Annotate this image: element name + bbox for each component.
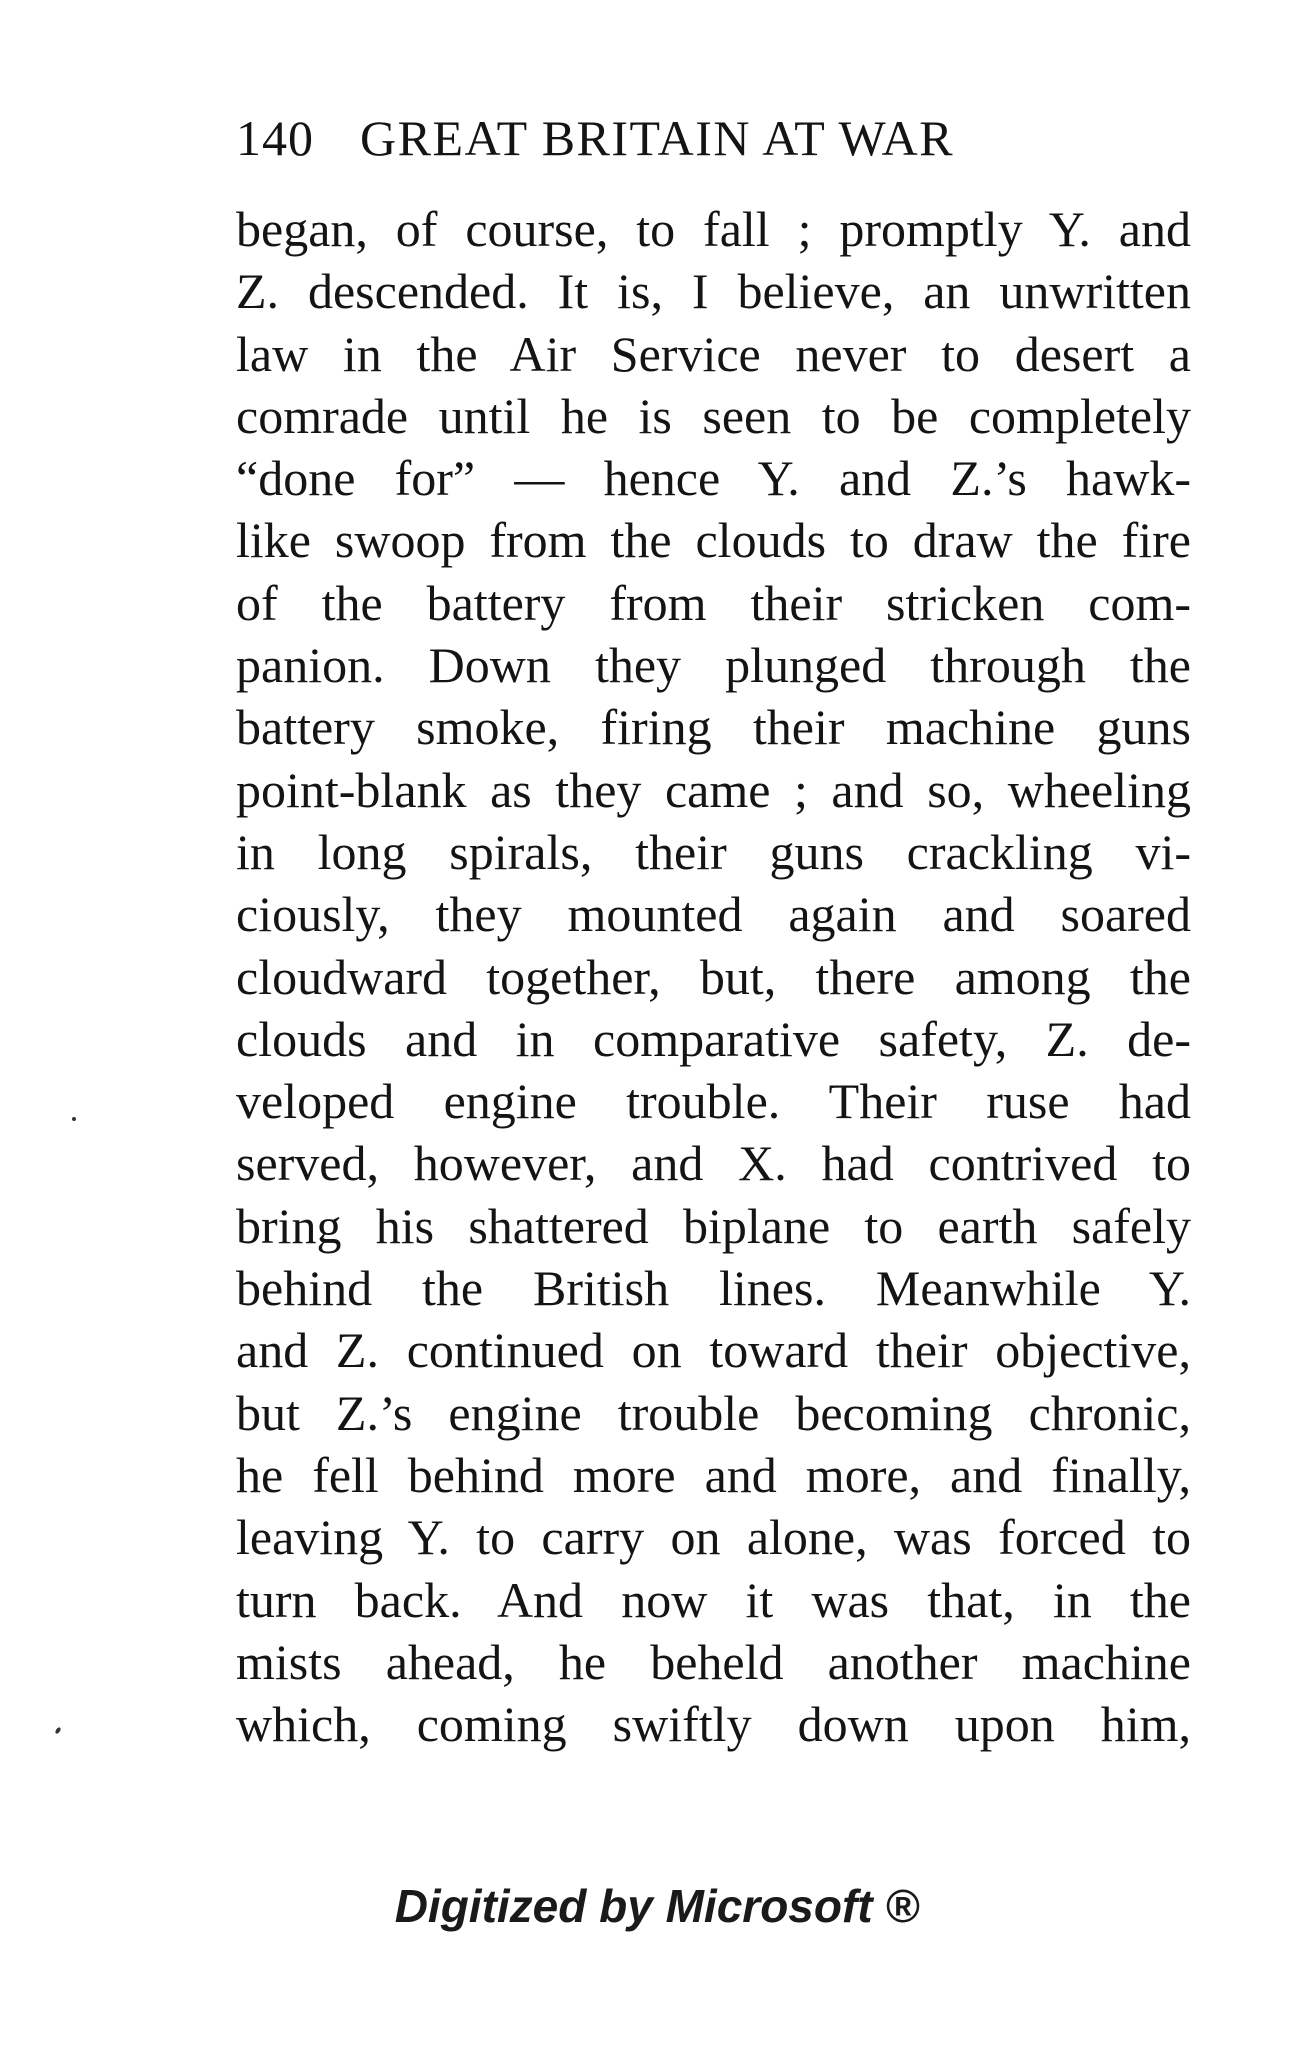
text-line: clouds and in comparative safety, Z. de- [236, 1010, 1191, 1067]
text-line: served, however, and X. had contrived to [236, 1135, 1191, 1192]
running-title: GREAT BRITAIN AT WAR [360, 110, 955, 166]
text-line: law in the Air Service never to desert a [236, 325, 1191, 382]
text-line: he fell behind more and more, and finally, [236, 1446, 1191, 1503]
text-line: behind the British lines. Meanwhile Y. [236, 1260, 1191, 1317]
text-line: ciously, they mounted again and soared [236, 886, 1191, 943]
text-line: began, of course, to fall ; promptly Y. and [236, 201, 1191, 257]
text-line: battery smoke, firing their machine guns [236, 699, 1191, 756]
text-line: veloped engine trouble. Their ruse had [236, 1073, 1191, 1130]
text-line: cloudward together, but, there among the [236, 948, 1191, 1005]
text-line: leaving Y. to carry on alone, was forced to [236, 1509, 1191, 1566]
text-line: of the battery from their stricken com- [236, 574, 1191, 631]
page-number: 140 [236, 110, 314, 166]
text-line: which, coming swiftly down upon him, [236, 1696, 1191, 1753]
text-line: turn back. And now it was that, in the [236, 1571, 1191, 1628]
text-line: in long spirals, their guns crackling vi- [236, 823, 1191, 880]
text-line: and Z. continued on toward their objective, [236, 1322, 1191, 1379]
scan-speck [54, 1726, 61, 1734]
text-line: but Z.’s engine trouble becoming chronic, [236, 1384, 1191, 1441]
text-line: Z. descended. It is, I believe, an unwritten [236, 263, 1191, 320]
scan-speck [72, 1117, 76, 1121]
text-line: like swoop from the clouds to draw the fire [236, 512, 1191, 569]
digitization-watermark: Digitized by Microsoft ® [394, 1880, 920, 1932]
body-text [236, 198, 1191, 1755]
running-head [236, 108, 1096, 168]
text-line: bring his shattered biplane to earth safely [236, 1197, 1191, 1254]
text-line: comrade until he is seen to be completely [236, 387, 1191, 444]
text-line: mists ahead, he beheld another machine [236, 1633, 1191, 1690]
text-line: point-blank as they came ; and so, wheeling [236, 761, 1191, 818]
text-line: “done for” — hence Y. and Z.’s hawk- [236, 450, 1191, 507]
text-line: panion. Down they plunged through the [236, 637, 1191, 694]
